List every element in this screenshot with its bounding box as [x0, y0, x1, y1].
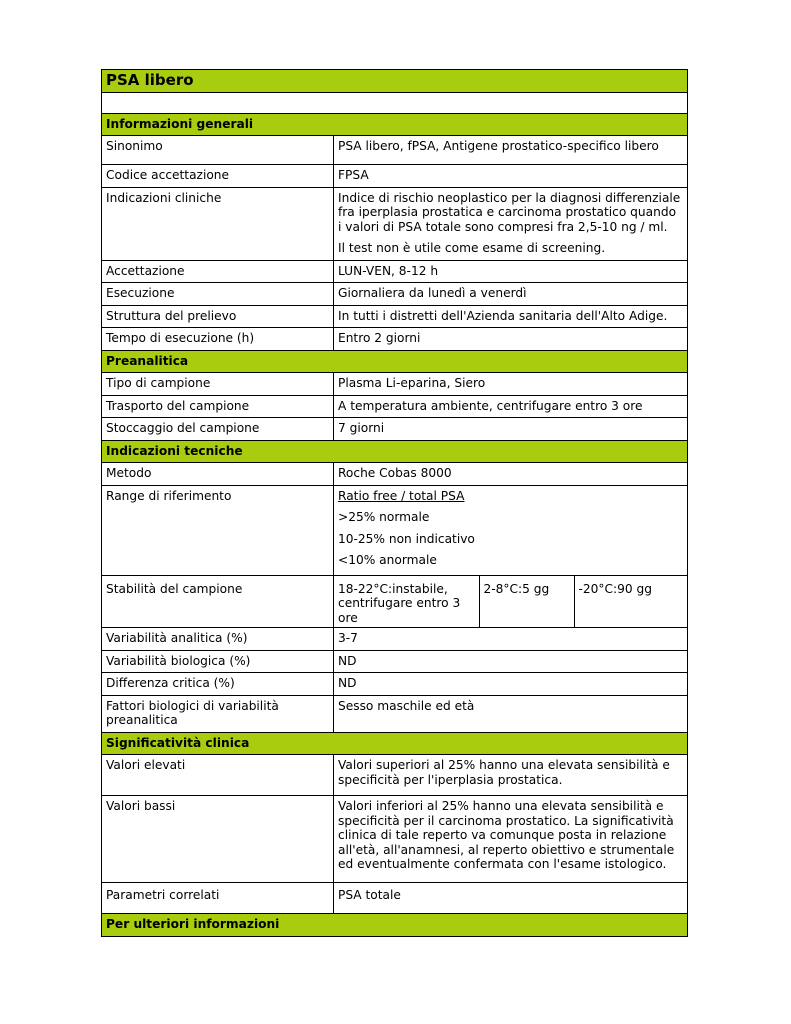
table-row [102, 673, 688, 696]
table-row [102, 575, 688, 628]
range-label: Range di riferimento [102, 485, 334, 575]
method-label: Metodo [102, 463, 334, 486]
low-values-text: Valori inferiori al 25% hanno una elevata sensibilità e specificità per il carcinoma prostatico. La significatività clinica di tale reperto va comunque posta in relazione all'età, all'anamnesi, al reperto obiettivo e strumentale ed eventualmente confermata con l'esame istologico. [334, 796, 688, 883]
indications-note: Il test non è utile come esame di screening. [338, 241, 606, 255]
method-value: Roche Cobas 8000 [334, 463, 688, 486]
high-values-text: Valori superiori al 25% hanno una elevata sensibilità e specificità per l'iperplasia prostatica. [334, 755, 688, 796]
sample-type-value: Plasma Li-eparina, Siero [334, 373, 688, 396]
related-label: Parametri correlati [102, 883, 334, 914]
table-row [102, 136, 688, 165]
table-row [102, 796, 688, 883]
table-row [102, 283, 688, 306]
indications-value [334, 187, 688, 260]
stability-subtable [334, 576, 687, 628]
stability-room-temp: 18-22°C:instabile, centrifugare entro 3 ore [338, 581, 461, 625]
stability-frozen: -20°C:90 gg [574, 576, 687, 628]
storage-label: Stoccaggio del campione [102, 418, 334, 441]
section-header-general: Informazioni generali [102, 113, 688, 136]
indications-label: Indicazioni cliniche [102, 187, 334, 260]
synonym-label: Sinonimo [102, 136, 334, 165]
table-row [102, 187, 688, 260]
acceptance-value: LUN-VEN, 8-12 h [334, 260, 688, 283]
blank-row [102, 92, 688, 113]
bio-factors-value: Sesso maschile ed età [334, 695, 688, 732]
critical-diff-value: ND [334, 673, 688, 696]
table-row [102, 373, 688, 396]
low-values-label: Valori bassi [102, 796, 334, 883]
bio-var-value: ND [334, 650, 688, 673]
code-label: Codice accettazione [102, 165, 334, 188]
title-row [102, 70, 688, 93]
execution-label: Esecuzione [102, 283, 334, 306]
table-row [102, 305, 688, 328]
stability-value [334, 575, 688, 628]
structure-label: Struttura del prelievo [102, 305, 334, 328]
stability-fridge: 2-8°C:5 gg [479, 576, 574, 628]
section-header-preanalytic: Preanalitica [102, 350, 688, 373]
time-value: Entro 2 giorni [334, 328, 688, 351]
indications-text: Indice di rischio neoplastico per la diagnosi differenziale fra iperplasia prostatica e carcinoma prostatico quando i valori di PSA totale sono compresi fra 2,5-10 ng / ml. [338, 190, 681, 234]
execution-value: Giornaliera da lunedì a venerdì [334, 283, 688, 306]
table-row [102, 485, 688, 575]
table-row [102, 463, 688, 486]
time-label: Tempo di esecuzione (h) [102, 328, 334, 351]
table-row [102, 328, 688, 351]
table-row [102, 883, 688, 914]
table-row [102, 755, 688, 796]
range-nonindicative: 10-25% non indicativo [338, 531, 475, 546]
stability-label: Stabilità del campione [102, 575, 334, 628]
structure-value: In tutti i distretti dell'Azienda sanitaria dell'Alto Adige. [334, 305, 688, 328]
section-header-technical: Indicazioni tecniche [102, 440, 688, 463]
bio-var-label: Variabilità biologica (%) [102, 650, 334, 673]
transport-value: A temperatura ambiente, centrifugare entro 3 ore [334, 395, 688, 418]
related-value: PSA totale [334, 883, 688, 914]
section-header-more-info: Per ulteriori informazioni [102, 914, 688, 937]
synonym-value: PSA libero, fPSA, Antigene prostatico-specifico libero [334, 136, 688, 165]
code-value: FPSA [334, 165, 688, 188]
table-row [102, 418, 688, 441]
psa-info-table [101, 69, 688, 937]
range-abnormal: <10% anormale [338, 553, 437, 567]
storage-value: 7 giorni [334, 418, 688, 441]
range-normal: >25% normale [338, 510, 430, 524]
transport-label: Trasporto del campione [102, 395, 334, 418]
acceptance-label: Accettazione [102, 260, 334, 283]
analytic-var-value: 3-7 [334, 628, 688, 651]
table-row [102, 260, 688, 283]
critical-diff-label: Differenza critica (%) [102, 673, 334, 696]
section-header-clinical: Significatività clinica [102, 732, 688, 755]
table-row [102, 165, 688, 188]
table-row [102, 628, 688, 651]
analytic-var-label: Variabilità analitica (%) [102, 628, 334, 651]
range-heading: Ratio free / total PSA [338, 488, 465, 503]
page-title: PSA libero [102, 70, 688, 93]
table-row [102, 650, 688, 673]
high-values-label: Valori elevati [102, 755, 334, 796]
bio-factors-label: Fattori biologici di variabilità preanalitica [102, 695, 334, 732]
sample-type-label: Tipo di campione [102, 373, 334, 396]
range-value [334, 485, 688, 575]
table-row [102, 695, 688, 732]
table-row [102, 395, 688, 418]
